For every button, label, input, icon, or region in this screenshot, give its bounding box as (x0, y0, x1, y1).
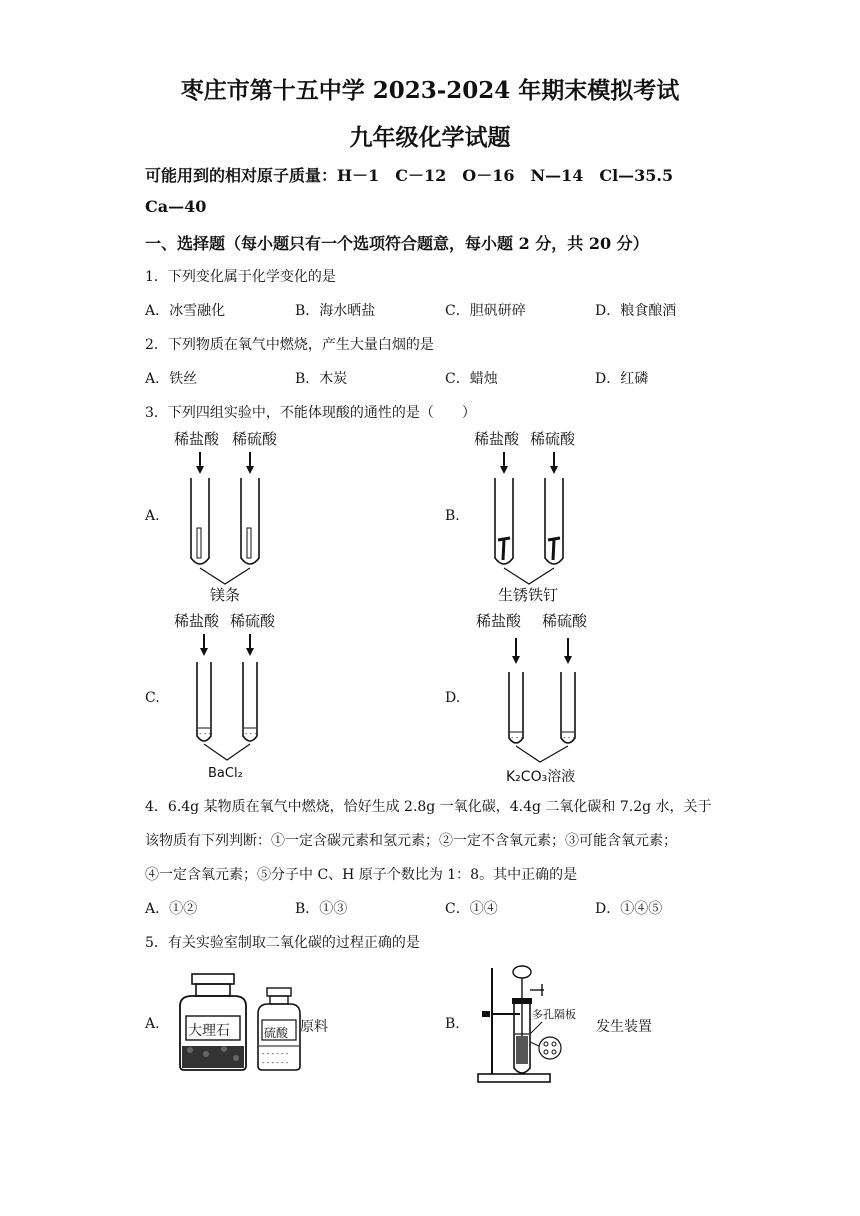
q4-line3: ④一定含氧元素；⑤分子中 C、H 原子个数比为 1：8。其中正确的是 (145, 867, 578, 883)
q3-diagram-b (470, 428, 610, 608)
q1-option-d: D．粮食酿酒 (595, 303, 677, 319)
q5-diagram-b (474, 962, 674, 1086)
acid-label-hcl: 稀盐酸 (174, 430, 220, 448)
atomic-masses-line1: 可能用到的相对原子质量：H－1 C－12 O－16 N—14 Cl—35.5 (145, 166, 674, 185)
svg-text:- - - - - -: - - - - - - (262, 1050, 289, 1058)
svg-text:- - -: - - - (199, 730, 212, 738)
q2-option-a: A．铁丝 (145, 371, 198, 387)
q3-substance-c: BaCl₂ (208, 766, 243, 781)
q5-option-b-letter: B. (445, 1016, 460, 1032)
q3-substance-b: 生锈铁钉 (498, 586, 559, 604)
acid-label-h2so4: 稀硫酸 (530, 430, 576, 448)
q1-option-a: A．冰雪融化 (145, 303, 226, 319)
q4-option-b: B．①③ (295, 901, 348, 917)
svg-text:- - -: - - - (563, 734, 576, 742)
section-heading: 一、选择题（每小题只有一个选项符合题意，每小题 2 分，共 20 分） (145, 234, 649, 253)
acid-label-hcl: 稀盐酸 (476, 612, 522, 630)
q5-b-caption: 发生装置 (596, 1019, 652, 1035)
q2-option-b: B．木炭 (295, 371, 348, 387)
q5-stem: 5．有关实验室制取二氧化碳的过程正确的是 (145, 935, 420, 951)
q2-option-d: D．红磷 (595, 371, 649, 387)
q3-option-a-letter: A. (145, 508, 160, 524)
acid-label-h2so4: 稀硫酸 (230, 612, 276, 630)
q3-diagram-a (170, 428, 300, 608)
q3-diagram-c (170, 610, 300, 790)
q3-substance-d: K₂CO₃溶液 (506, 769, 576, 785)
q4-line2: 该物质有下列判断：①一定含碳元素和氢元素；②一定不含氧元素；③可能含氧元素； (145, 833, 677, 849)
generation-apparatus-icon (474, 962, 594, 1084)
q4-option-a: A．①② (145, 901, 198, 917)
test-tubes-k2co3 (470, 610, 610, 770)
exam-title: 枣庄市第十五中学 2023-2024 年期末模拟考试 (180, 77, 680, 104)
acid-label-hcl: 稀盐酸 (174, 612, 220, 630)
bottle-label-sulfuric-acid: 硫酸 (264, 1026, 289, 1040)
porous-plate-label: 多孔隔板 (532, 1008, 576, 1021)
q3-option-b-letter: B. (445, 508, 460, 524)
exam-subtitle: 九年级化学试题 (349, 124, 511, 151)
acid-label-h2so4: 稀硫酸 (232, 430, 278, 448)
q1-stem: 1．下列变化属于化学变化的是 (145, 269, 336, 285)
q1-option-c: C．胆矾研碎 (445, 303, 526, 319)
q3-substance-a: 镁条 (210, 586, 241, 604)
q5-diagram-a (172, 970, 352, 1080)
acid-label-h2so4: 稀硫酸 (542, 612, 588, 630)
q5-option-a-letter: A. (145, 1016, 160, 1032)
acid-label-hcl: 稀盐酸 (474, 430, 520, 448)
svg-text:- - -: - - - (245, 730, 258, 738)
q3-option-d-letter: D. (445, 690, 461, 706)
bottle-label-marble: 大理石 (188, 1023, 230, 1039)
atomic-masses-line2: Ca—40 (145, 197, 207, 216)
q5-a-caption: 原料 (300, 1019, 328, 1035)
q4-line1: 4．6.4g 某物质在氧气中燃烧，恰好生成 2.8g 一氧化碳，4.4g 二氧化碳和 7.2g 水，关于 (145, 799, 712, 815)
q3-diagram-d (470, 610, 610, 790)
svg-text:- - - - - -: - - - - - - (262, 1059, 289, 1067)
q4-option-d: D．①④⑤ (595, 901, 663, 917)
svg-text:- - -: - - - (511, 734, 524, 742)
q3-option-c-letter: C. (145, 690, 160, 706)
q2-option-c: C．蜡烛 (445, 371, 498, 387)
q4-option-c: C．①④ (445, 901, 498, 917)
q3-stem: 3．下列四组实验中，不能体现酸的通性的是（ ） (145, 405, 476, 421)
test-tubes-rusty-nail (470, 428, 610, 588)
test-tubes-magnesium (170, 428, 300, 588)
q2-stem: 2．下列物质在氧气中燃烧，产生大量白烟的是 (145, 337, 434, 353)
test-tubes-bacl2 (170, 610, 300, 770)
q1-option-b: B．海水晒盐 (295, 303, 376, 319)
